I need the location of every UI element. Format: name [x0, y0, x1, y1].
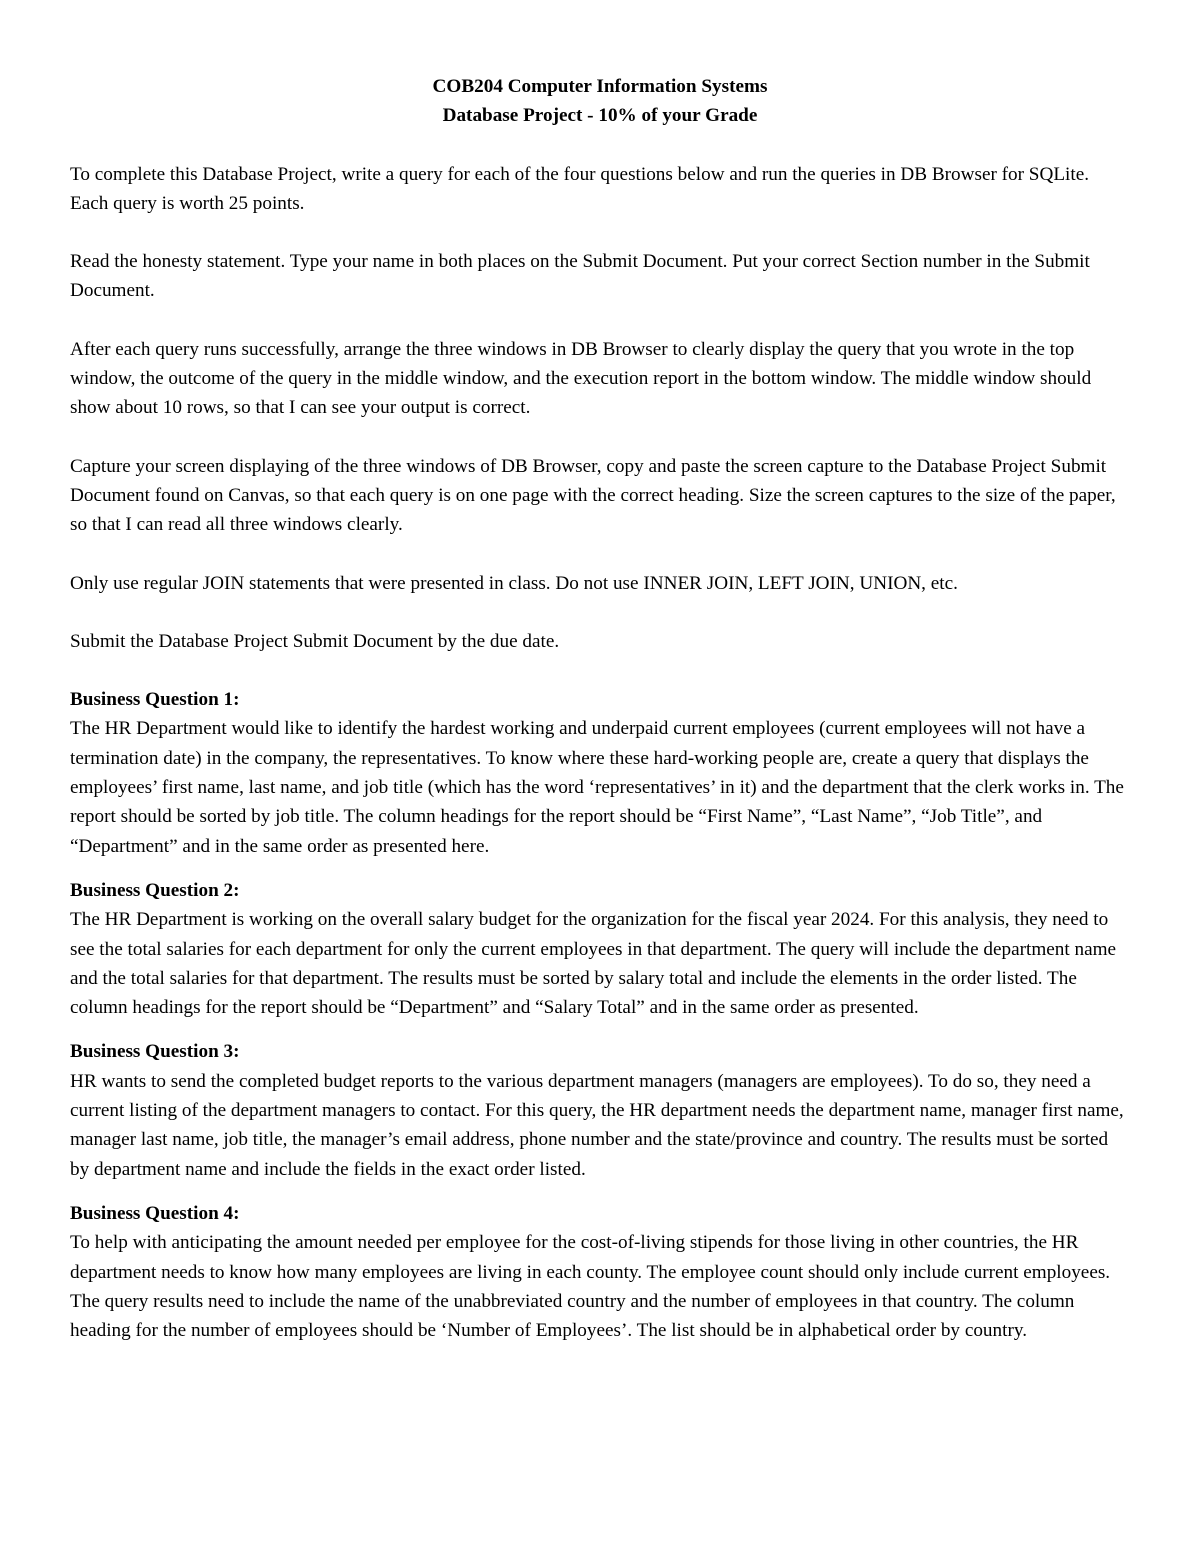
instruction-paragraph: To complete this Database Project, write a query for each of the four questions below and run the queries in DB Browser for SQLite. Each query is worth 25 points. [70, 163, 1090, 214]
instruction-paragraph: Capture your screen displaying of the three windows of DB Browser, copy and paste the screen capture to the Database Project Submit Document found on Canvas, so that each query is on one page with the correct heading. Size the screen captures to the size of the paper, so that I can read all three windows clearly. [70, 455, 1116, 536]
instruction-paragraph: Submit the Database Project Submit Document by the due date. [70, 630, 560, 652]
business-question-1 [70, 685, 1130, 861]
question-heading: Business Question 4: [70, 1202, 240, 1224]
instruction-paragraph: After each query runs successfully, arrange the three windows in DB Browser to clearly display the query that you wrote in the top window, the outcome of the query in the middle window, and the execution report in the bottom window. The middle window should show about 10 rows, so that I can see your output is correct. [70, 338, 1092, 419]
question-heading: Business Question 1: [70, 689, 240, 711]
question-heading: Business Question 3: [70, 1041, 240, 1063]
document-title [70, 72, 1130, 131]
business-question-2 [70, 876, 1130, 1022]
instruction-paragraph: Only use regular JOIN statements that were presented in class. Do not use INNER JOIN, LEFT JOIN, UNION, etc. [70, 572, 958, 594]
question-body: To help with anticipating the amount needed per employee for the cost-of-living stipends for those living in other countries, the HR department needs to know how many employees are living in each county. The employee count should only include current employees. The query results need to include the name of the unabbreviated country and the number of employees in that country. The column heading for the number of employees should be ‘Number of Employees’. The list should be in alphabetical order by country. [70, 1232, 1111, 1342]
business-question-3 [70, 1037, 1130, 1183]
question-heading: Business Question 2: [70, 879, 240, 901]
business-question-4 [70, 1199, 1130, 1345]
question-body: HR wants to send the completed budget reports to the various department managers (managers are employees). To do so, they need a current listing of the department managers to contact. For this query, the HR department needs the department name, manager first name, manager last name, job title, the manager’s email address, phone number and the state/province and country. The results must be sorted by department name and include the fields in the exact order listed. [70, 1070, 1124, 1180]
course-title: COB204 Computer Information Systems [432, 76, 768, 97]
project-title: Database Project - 10% of your Grade [442, 105, 758, 127]
instruction-paragraph: Read the honesty statement. Type your name in both places on the Submit Document. Put your correct Section number in the Submit Document. [70, 251, 1090, 302]
question-body: The HR Department is working on the overall salary budget for the organization for the fiscal year 2024. For this analysis, they need to see the total salaries for each department for only the current employees in that department. The query will include the department name and the total salaries for that department. The results must be sorted by salary total and include the elements in the order listed. The column headings for the report should be “Department” and “Salary Total” and in the same order as presented. [70, 909, 1117, 1019]
question-body: The HR Department would like to identify the hardest working and underpaid current employees (current employees will not have a termination date) in the company, the representatives. To know where these hard-working people are, create a query that displays the employees’ first name, last name, and job title (which has the word ‘representatives’ in it) and the department that the clerk works in. The report should be sorted by job title. The column headings for the report should be “First Name”, “Last Name”, “Job Title”, and “Department” and in the same order as presented here. [70, 718, 1124, 857]
